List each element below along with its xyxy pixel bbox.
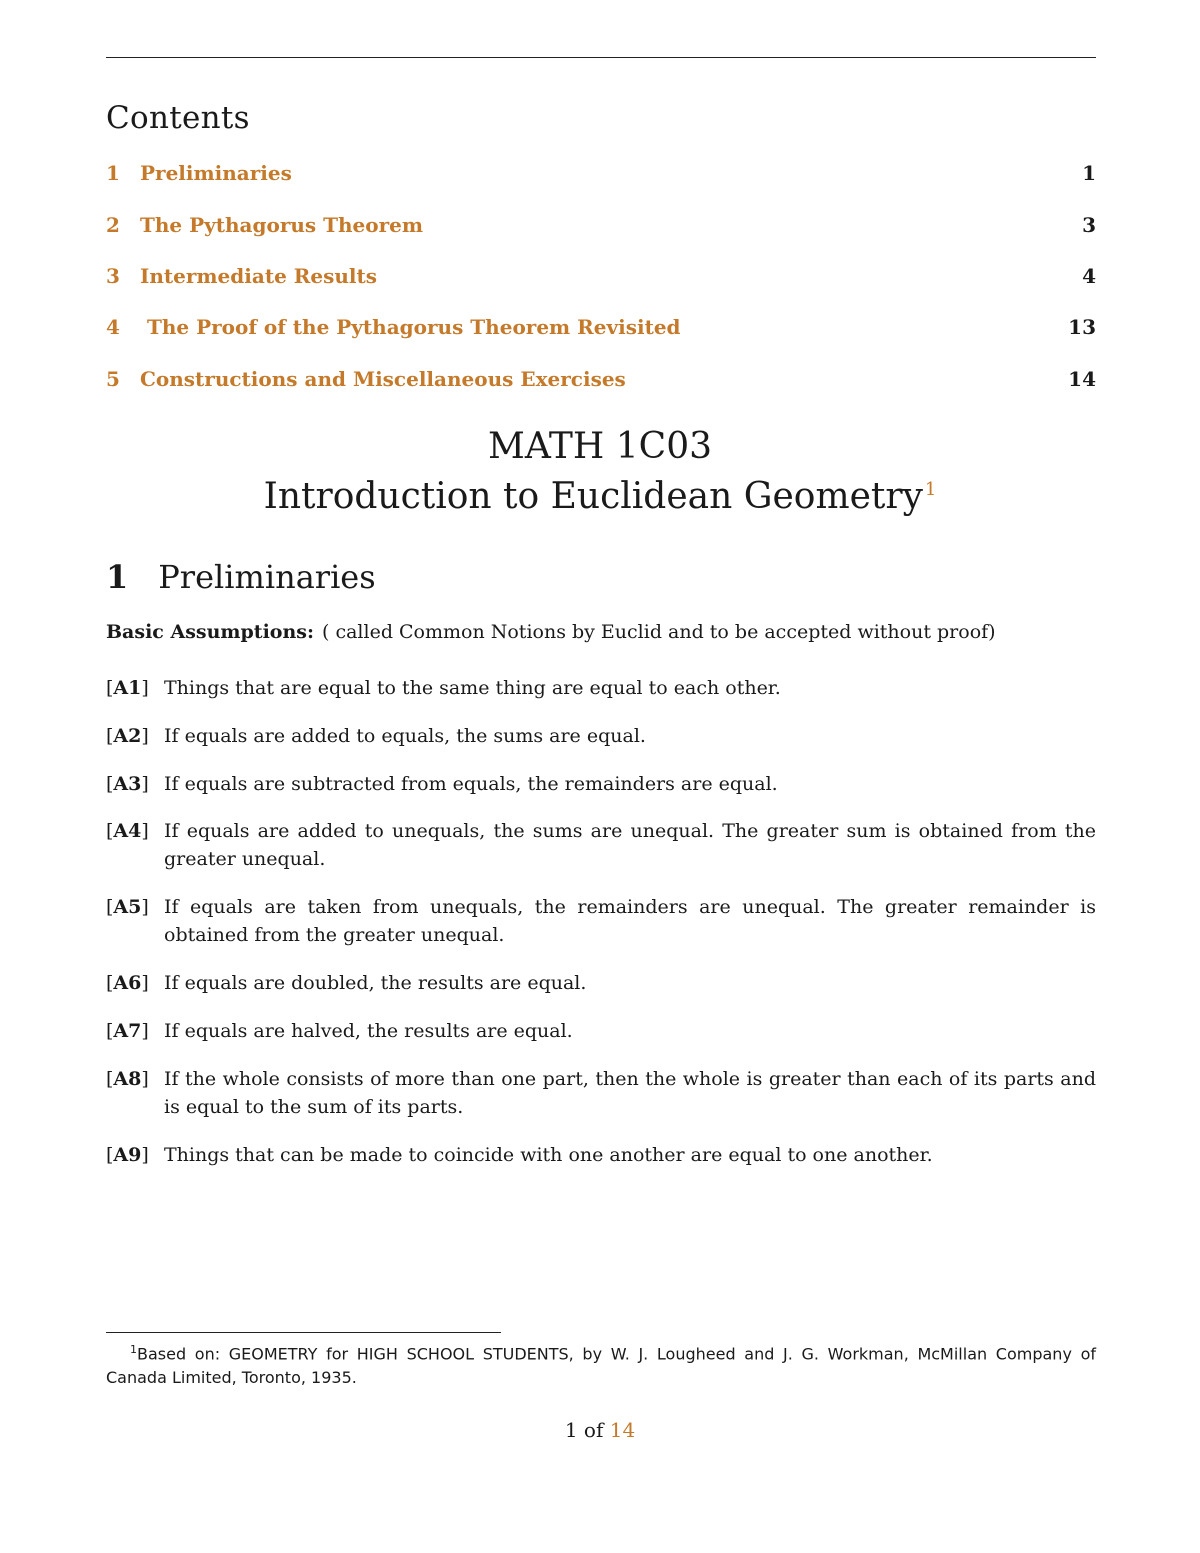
footnote-mark: 1 [130, 1343, 137, 1356]
axiom-a8 [106, 1065, 1096, 1121]
header-rule [106, 57, 1096, 58]
basic-assumptions [106, 621, 1096, 643]
toc-entry-page: 13 [1068, 315, 1096, 339]
axiom-tag: [A3] [106, 773, 149, 795]
axiom-text: If equals are added to unequals, the sums are unequal. The greater sum is obtained from the greater unequal. [164, 820, 1096, 870]
axiom-tag: [A4] [106, 820, 149, 842]
toc-entry-title[interactable]: Constructions and Miscellaneous Exercises [140, 367, 626, 391]
pager-of: of [583, 1418, 604, 1442]
footnote-link[interactable]: 1 [924, 479, 937, 500]
toc-entry-number: 4 [106, 315, 120, 339]
section-heading [106, 558, 376, 596]
toc-entry-page: 4 [1082, 264, 1096, 288]
toc-entry-number: 3 [106, 264, 120, 288]
axiom-text: If equals are subtracted from equals, the remainders are equal. [164, 773, 778, 795]
contents-heading: Contents [106, 100, 250, 136]
axiom-text: If equals are halved, the results are equal. [164, 1020, 573, 1042]
axiom-text: If the whole consists of more than one part, then the whole is greater than each of its parts and is equal to the sum of its parts. [164, 1068, 1096, 1118]
document-subtitle [0, 476, 1200, 517]
toc-entry-title[interactable]: Intermediate Results [140, 264, 377, 288]
section-title: Preliminaries [158, 558, 376, 596]
axiom-text: Things that can be made to coincide with one another are equal to one another. [164, 1144, 933, 1166]
axiom-tag: [A8] [106, 1068, 149, 1090]
toc-entry-title[interactable]: Preliminaries [140, 161, 292, 185]
toc-entry-4[interactable] [106, 315, 1096, 345]
axiom-a5 [106, 893, 1096, 949]
footnote [106, 1338, 1096, 1390]
axiom-a6 [106, 969, 1096, 997]
axiom-tag: [A6] [106, 972, 149, 994]
toc-entry-page: 1 [1082, 161, 1096, 185]
toc-entry-page: 14 [1068, 367, 1096, 391]
section-number: 1 [106, 558, 129, 596]
axiom-tag: [A2] [106, 725, 149, 747]
axiom-text: If equals are taken from unequals, the remainders are unequal. The greater remainder is obtained from the greater unequal. [164, 896, 1096, 946]
total-pages-link[interactable]: 14 [609, 1418, 636, 1442]
basic-assumptions-label: Basic Assumptions: [106, 621, 314, 643]
axiom-a2 [106, 722, 1096, 750]
axiom-a1 [106, 674, 1096, 702]
toc-entry-number: 5 [106, 367, 120, 391]
axiom-a7 [106, 1017, 1096, 1045]
toc-entry-1[interactable] [106, 161, 1096, 191]
axiom-tag: [A5] [106, 896, 149, 918]
axiom-tag: [A7] [106, 1020, 149, 1042]
axiom-a9 [106, 1141, 1096, 1169]
toc-entry-3[interactable] [106, 264, 1096, 294]
toc-entry-title[interactable]: The Proof of the Pythagorus Theorem Revisited [140, 315, 681, 339]
axiom-text: If equals are added to equals, the sums are equal. [164, 725, 646, 747]
page-indicator [0, 1418, 1200, 1442]
axiom-a3 [106, 770, 1096, 798]
toc-entry-2[interactable] [106, 213, 1096, 243]
toc-entry-number: 1 [106, 161, 120, 185]
axiom-tag: [A1] [106, 677, 149, 699]
axiom-a4 [106, 817, 1096, 873]
subtitle-text: Introduction to Euclidean Geometry [263, 476, 923, 517]
current-page: 1 [564, 1418, 578, 1442]
footnote-rule [106, 1332, 501, 1333]
course-title: MATH 1C03 [488, 426, 712, 467]
axiom-text: If equals are doubled, the results are equal. [164, 972, 587, 994]
axiom-text: Things that are equal to the same thing are equal to each other. [164, 677, 781, 699]
basic-assumptions-text: ( called Common Notions by Euclid and to be accepted without proof) [322, 621, 996, 643]
axiom-tag: [A9] [106, 1144, 149, 1166]
footnote-text: Based on: GEOMETRY for HIGH SCHOOL STUDENTS, by W. J. Lougheed and J. G. Workman, McMillan Company of Canada Limited, Toronto, 1935. [106, 1344, 1096, 1388]
toc-entry-5[interactable] [106, 367, 1096, 397]
toc-entry-page: 3 [1082, 213, 1096, 237]
toc-entry-title[interactable]: The Pythagorus Theorem [140, 213, 424, 237]
toc-entry-number: 2 [106, 213, 120, 237]
